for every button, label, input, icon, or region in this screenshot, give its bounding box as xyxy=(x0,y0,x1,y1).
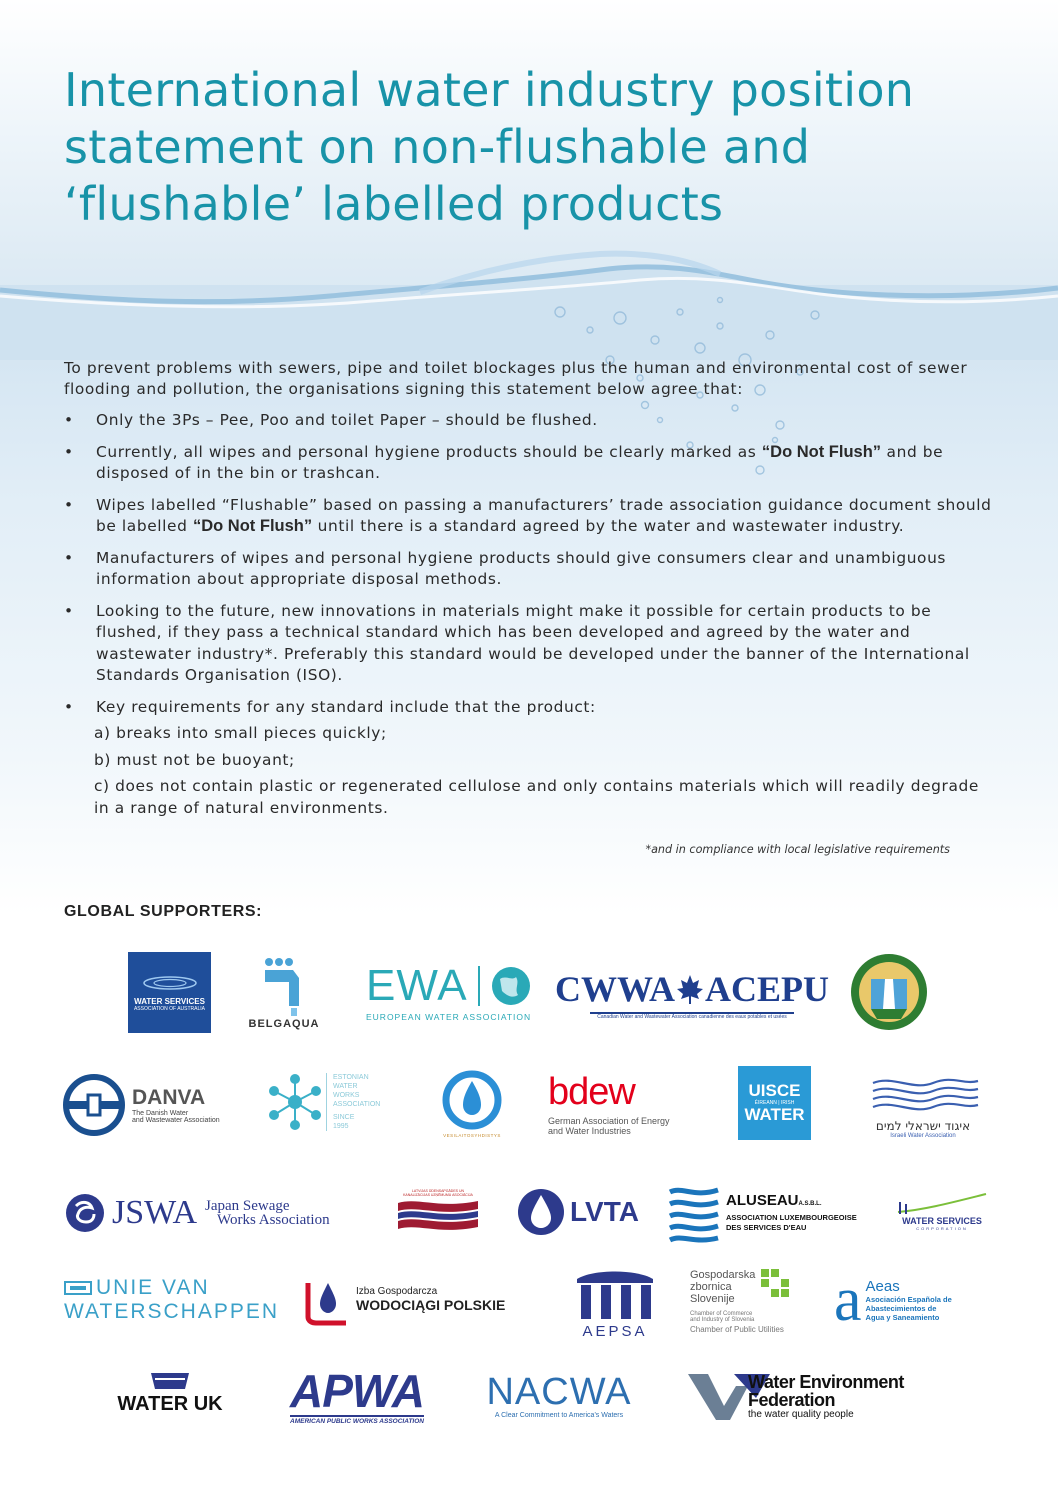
israeli-water-logo: איגוד ישראלי למים Israeli Water Association xyxy=(852,1066,994,1146)
estonian-water-logo: ESTONIAN WATER WORKS ASSOCIATION SINCE 1995 xyxy=(264,1068,396,1136)
aepsa-logo: AEPSA xyxy=(570,1264,660,1344)
requirement-item: a) breaks into small pieces quickly; xyxy=(94,724,387,742)
nacwa-logo: NACWA A Clear Commitment to America's Waters xyxy=(486,1370,632,1419)
columns-icon xyxy=(573,1269,657,1323)
wodociagi-polskie-logo: Izba Gospodarcza WODOCIĄGI POLSKIE xyxy=(302,1272,538,1326)
wsaa-logo: WATER SERVICES ASSOCIATION OF AUSTRALIA xyxy=(128,952,211,1033)
belgaqua-logo: BELGAQUA xyxy=(246,950,322,1035)
bullet-icon: • xyxy=(64,697,74,716)
statement-list xyxy=(64,410,994,819)
bullet-icon: • xyxy=(64,601,74,620)
bullet-icon: • xyxy=(64,442,74,461)
slovenia-chamber-logo: Gospodarska zbornica Slovenije Chamber of Commerce and Industry of Slovenia Chamber of Public Utilities xyxy=(690,1260,810,1342)
flag-waves-icon xyxy=(394,1197,482,1237)
lvta-logo: LVTA xyxy=(516,1186,636,1238)
aeas-logo: a Aeas Asociación Española de Abastecimientos de Agua y Saneamiento xyxy=(834,1266,952,1334)
finnish-water-logo: VESILAITOSYHDISTYS xyxy=(440,1064,504,1144)
apwa-logo: APWA AMERICAN PUBLIC WORKS ASSOCIATION xyxy=(290,1365,424,1425)
do-not-flush-emphasis: “Do Not Flush” xyxy=(761,442,882,461)
uvw-mark-icon xyxy=(64,1280,92,1296)
waves-block-icon xyxy=(668,1186,720,1242)
aluseau-logo: ALUSEAUA.S.B.L. ASSOCIATION LUXEMBOURGEOISE DES SERVICES D'EAU xyxy=(668,1184,860,1244)
drop-bracket-icon xyxy=(302,1273,352,1325)
water-uk-mark-icon xyxy=(145,1369,195,1393)
wef-logo: Water Environment Federation the water quality people xyxy=(686,1368,936,1426)
grid-squares-icon xyxy=(761,1269,791,1299)
globe-icon xyxy=(490,965,532,1007)
waterfall-emblem-icon xyxy=(849,949,929,1035)
molecule-icon xyxy=(264,1071,326,1133)
bullet-icon: • xyxy=(64,411,74,429)
list-item: • Only the 3Ps – Pee, Poo and toilet Paper – should be flushed. xyxy=(64,410,994,432)
drop-circle-icon xyxy=(516,1187,566,1237)
unie-van-waterschappen-logo: UNIE VAN WATERSCHAPPEN xyxy=(64,1276,280,1323)
bullet-icon: • xyxy=(64,548,74,567)
drop-ring-icon xyxy=(443,1071,501,1129)
aeas-a-mark: a xyxy=(834,1266,862,1334)
list-item: • Currently, all wipes and personal hygiene products should be clearly marked as “Do Not Flush” and be disposed of in the bin or trashcan. xyxy=(64,442,944,482)
bullet-icon: • xyxy=(64,495,74,514)
list-item: • Manufacturers of wipes and personal hygiene products should give consumers clear and unambiguous information about appropriate disposal methods. xyxy=(64,548,947,588)
supporters-heading: GLOBAL SUPPORTERS: xyxy=(64,903,263,920)
maple-leaf-icon xyxy=(675,973,705,1005)
caribbean-water-logo xyxy=(848,948,930,1036)
list-item: • Wipes labelled “Flushable” based on passing a manufacturers’ trade association guidance document should be labelled “Do Not Flush” until there is a standard agreed by the water and wastewater industry. xyxy=(64,495,992,535)
ewa-logo: EWA EUROPEAN WATER ASSOCIATION xyxy=(366,961,532,1022)
requirement-item: c) does not contain plastic or regenerated cellulose and only contains materials which will readily degrade in a range of natural environments. xyxy=(94,777,979,817)
danva-logo: DANVA The Danish Water and Wastewater Association xyxy=(62,1072,227,1138)
water-services-corporation-logo: WATER SERVICES CORPORATION xyxy=(892,1186,992,1236)
tap-icon xyxy=(259,956,309,1018)
footnote: *and in compliance with local legislative requirements xyxy=(645,843,950,856)
uisce-eireann-logo: UISCE ÉIREANN | IRISH WATER xyxy=(738,1066,811,1140)
latvian-water-logo: LATVIJAS ŪDENSAPGĀDES UN KANALIZĀCIJAS UZŅĒMUMU ASOCIĀCIJA xyxy=(392,1184,484,1242)
do-not-flush-emphasis: “Do Not Flush” xyxy=(192,517,313,535)
ripple-icon xyxy=(140,973,200,993)
pipe-ring-icon xyxy=(62,1073,126,1137)
wave-graphic xyxy=(0,240,1058,360)
jswa-logo: JSWA Japan Sewage Works Association xyxy=(64,1190,380,1236)
bdew-logo: bdew German Association of Energy and Water Industries xyxy=(548,1071,670,1136)
cwwa-logo: CWWA ACEPU Canadian Water and Wastewater Association canadienne des eaux potables et usées xyxy=(555,969,830,1020)
wave-grid-icon xyxy=(863,1073,983,1119)
requirement-item: b) must not be buoyant; xyxy=(94,750,295,769)
jswa-emblem-icon xyxy=(64,1192,106,1234)
list-item: • Key requirements for any standard include that the product: a) breaks into small pieces quickly; b) must not be buoyant; c) does not contain plastic or regenerated cellulose and only contains materials which will readily degrade in a range of natural environments. xyxy=(64,697,994,820)
list-item: • Looking to the future, new innovations in materials might make it possible for certain products to be flushed, if they pass a technical standard which has been developed and agreed by the water and wastewater industry*. Preferably this standard would be developed under the banner of the International Standards Organisation (ISO). xyxy=(64,601,970,684)
page-title: International water industry position statement on non-flushable and ‘flushable’ labelled products xyxy=(64,63,915,231)
intro-paragraph: To prevent problems with sewers, pipe and toilet blockages plus the human and environmental cost of sewer flooding and pollution, the organisations signing this statement below agree that: xyxy=(64,359,968,398)
swoosh-icon xyxy=(894,1192,990,1216)
water-uk-logo: WATER UK xyxy=(106,1364,234,1420)
